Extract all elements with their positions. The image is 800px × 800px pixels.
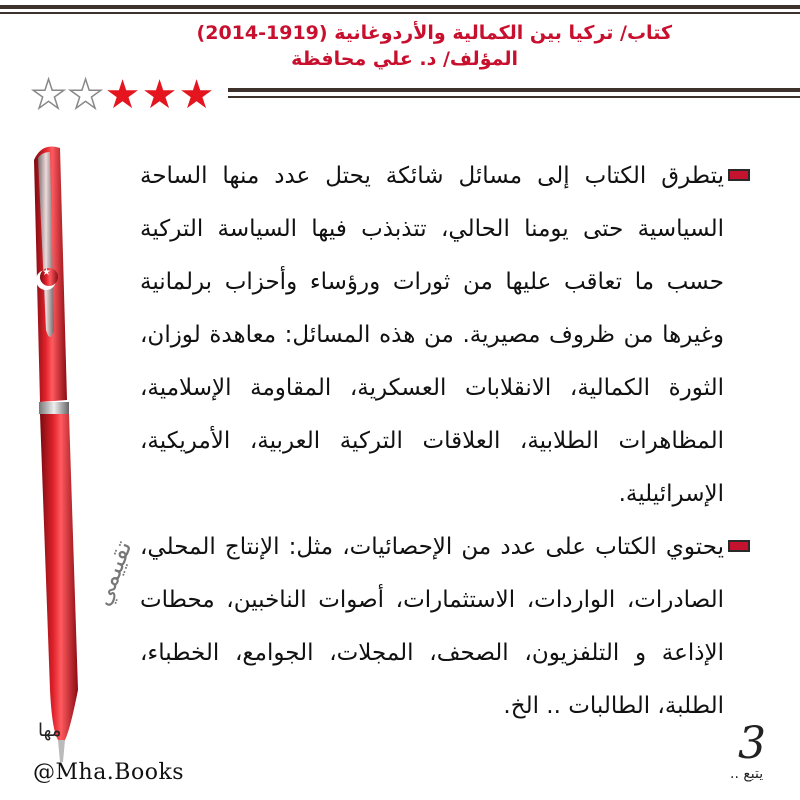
star-filled-icon: ★	[178, 72, 215, 118]
review-paragraph	[140, 150, 750, 521]
page-header	[0, 0, 800, 118]
header-bottom-rule	[228, 88, 800, 92]
header-top-rule-thin	[0, 12, 800, 14]
paragraph-text: يتطرق الكتاب إلى مسائل شائكة يحتل عدد منها الساحة السياسية حتى يومنا الحالي، تتذبذب فيها السياسة التركية حسب ما تعاقب عليها من ثورات ورؤساء وأحزاب برلمانية وغيرها من ظروف مصيرية. من هذه المسائل: معاهدة لوزان، الثورة الكمالية، الانقلابات العسكرية، المقاومة الإسلامية، المظاهرات الطلابية، العلاقات التركية العربية، الأمريكية، الإسرائيلية.	[140, 163, 724, 507]
header-top-rule	[0, 5, 800, 9]
book-author: المؤلف/ د. علي محافظة	[291, 48, 518, 70]
star-filled-icon: ★	[141, 72, 178, 118]
bullet-icon	[728, 169, 750, 181]
paragraph-text: يحتوي الكتاب على عدد من الإحصائيات، مثل: الإنتاج المحلي، الصادرات، الواردات، الاستثمارات، أصوات الناخبين، محطات الإذاعة و التلفزيون، الصحف، المجلات، الجوامع، الخطباء، الطلبة، الطالبات .. الخ.	[140, 534, 724, 719]
continued-label: يتبع ..	[730, 766, 764, 782]
rating-stars	[30, 72, 215, 118]
social-handle: @Mha.Books	[33, 760, 185, 785]
review-paragraph	[140, 521, 750, 733]
signature-watermark: تقييمي	[88, 536, 138, 610]
header-bottom-rule-thin	[228, 96, 800, 98]
review-content	[140, 150, 750, 733]
book-title: كتاب/ تركيا بين الكمالية والأردوغانية (1919-2014)	[196, 22, 672, 44]
page-number: 3	[738, 718, 766, 769]
star-empty-icon: ★	[67, 72, 104, 118]
star-filled-icon: ★	[104, 72, 141, 118]
red-pen-image	[20, 130, 95, 770]
svg-text:★: ★	[42, 267, 51, 278]
bullet-icon	[728, 540, 750, 552]
reviewer-name: مها	[38, 720, 62, 741]
star-empty-icon: ★	[30, 72, 67, 118]
